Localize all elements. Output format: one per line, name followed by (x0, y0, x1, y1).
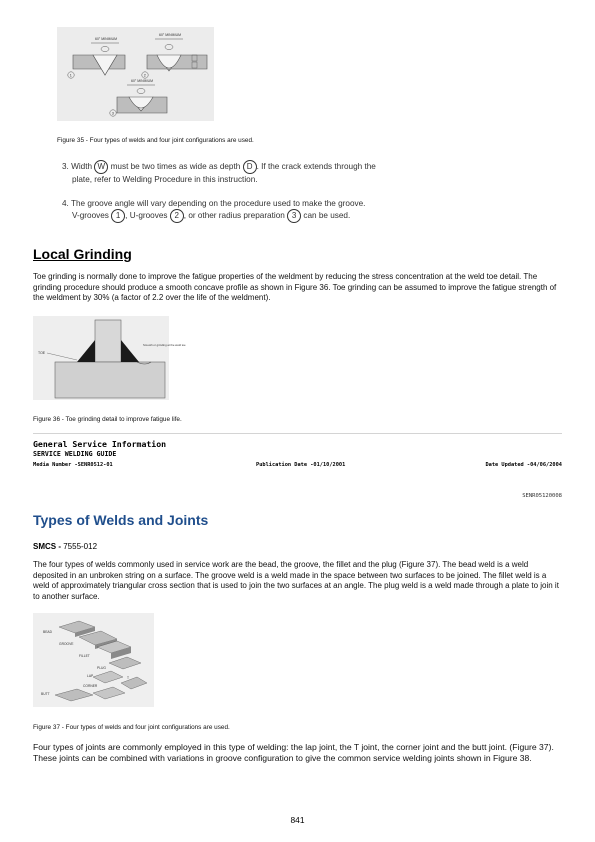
doc-title: General Service Information (33, 439, 167, 449)
local-grinding-heading: Local Grinding (33, 246, 132, 262)
figure-37-image (33, 613, 154, 707)
svg-text:BUTT: BUTT (41, 692, 50, 696)
weld-groove-diagram (57, 27, 214, 121)
section-divider (33, 433, 562, 434)
doc-subtitle: SERVICE WELDING GUIDE (33, 450, 117, 458)
svg-text:2: 2 (143, 73, 146, 78)
local-grinding-body: Toe grinding is normally done to improve the fatigue properties of the weldment by reducing the stress concentration at the weld toe detail. The grinding procedure should produce a smooth concave profile as shown in Figure 36. Toe grinding can be assumed to improve the fatigue strength of the weldment by 30% (a factor of 2.2 over the life of the weldment). (33, 272, 557, 303)
u-groove-symbol: 2 (170, 209, 184, 223)
radius-symbol: 3 (287, 209, 301, 223)
instruction-item-3: 3. Width W must be two times as wide as depth D . If the crack extends through the plate, refer to Welding Procedure in this instruction. (62, 162, 376, 184)
svg-text:3: 3 (111, 111, 114, 116)
svg-text:TOE: TOE (38, 351, 46, 355)
figure-36-caption: Figure 36 - Toe grinding detail to improve fatigue life. (33, 416, 182, 423)
figure-35-caption: Figure 35 - Four types of welds and four joint configurations are used. (57, 137, 254, 144)
svg-text:PLUG: PLUG (97, 666, 106, 670)
page-number: 841 (290, 815, 305, 825)
svg-text:FILLET: FILLET (79, 654, 90, 658)
svg-text:60° MINIMUM: 60° MINIMUM (131, 79, 154, 83)
svg-text:LAP: LAP (87, 674, 94, 678)
svg-text:T: T (127, 676, 130, 680)
media-number: Media Number -SENR0512-01 (33, 462, 113, 468)
figure-37-caption: Figure 37 - Four types of welds and four joint configurations are used. (33, 724, 230, 731)
figure-35-image (57, 27, 214, 121)
depth-d-symbol: D (243, 160, 257, 174)
svg-text:60° MINIMUM: 60° MINIMUM (95, 37, 118, 41)
date-updated: Date Updated -04/06/2004 (485, 462, 562, 468)
figure-36-image (33, 316, 186, 400)
svg-text:GROOVE: GROOVE (59, 642, 74, 646)
width-w-symbol: W (94, 160, 108, 174)
types-heading: Types of Welds and Joints (33, 512, 209, 528)
publication-date: Publication Date -01/10/2001 (256, 462, 346, 468)
svg-text:CORNER: CORNER (83, 684, 98, 688)
svg-text:1: 1 (69, 73, 72, 78)
types-body-2: Four types of joints are commonly employed in this type of welding: the lap joint, the T joint, the corner joint and the butt joint. (Figure 37). These joints can be combined with variations in groove configuration to give the common service welding joints shown in Figure 38. (33, 742, 554, 763)
svg-text:BEAD: BEAD (43, 630, 52, 634)
document-id: SENR05120008 (522, 493, 562, 499)
svg-text:60° MINIMUM: 60° MINIMUM (159, 33, 182, 37)
svg-text:Smooth or grinding at the weld: Smooth or grinding at the weld toe (143, 343, 186, 347)
instruction-item-4: 4. The groove angle will vary depending on the procedure used to make the groove. V-grooves 1 , U-grooves 2 , or other radius preparation 3 can be used. (62, 198, 422, 223)
v-groove-symbol: 1 (111, 209, 125, 223)
weld-types-diagram (33, 613, 154, 707)
types-body-1: The four types of welds commonly used in service work are the bead, the groove, the fillet and the plug (Figure 37). The bead weld is a weld deposited in an unbroken string on a surface. The groove weld is a weld made in the space between two surfaces to be joined. The fillet weld is a weld of approximately triangular cross section that is used to join the two surfaces at an angle. The plug weld is a weld made through a plate to join it to another surface. (33, 560, 559, 601)
smcs-code: SMCS - 7555-012 (33, 542, 98, 551)
toe-grinding-diagram (33, 316, 186, 400)
